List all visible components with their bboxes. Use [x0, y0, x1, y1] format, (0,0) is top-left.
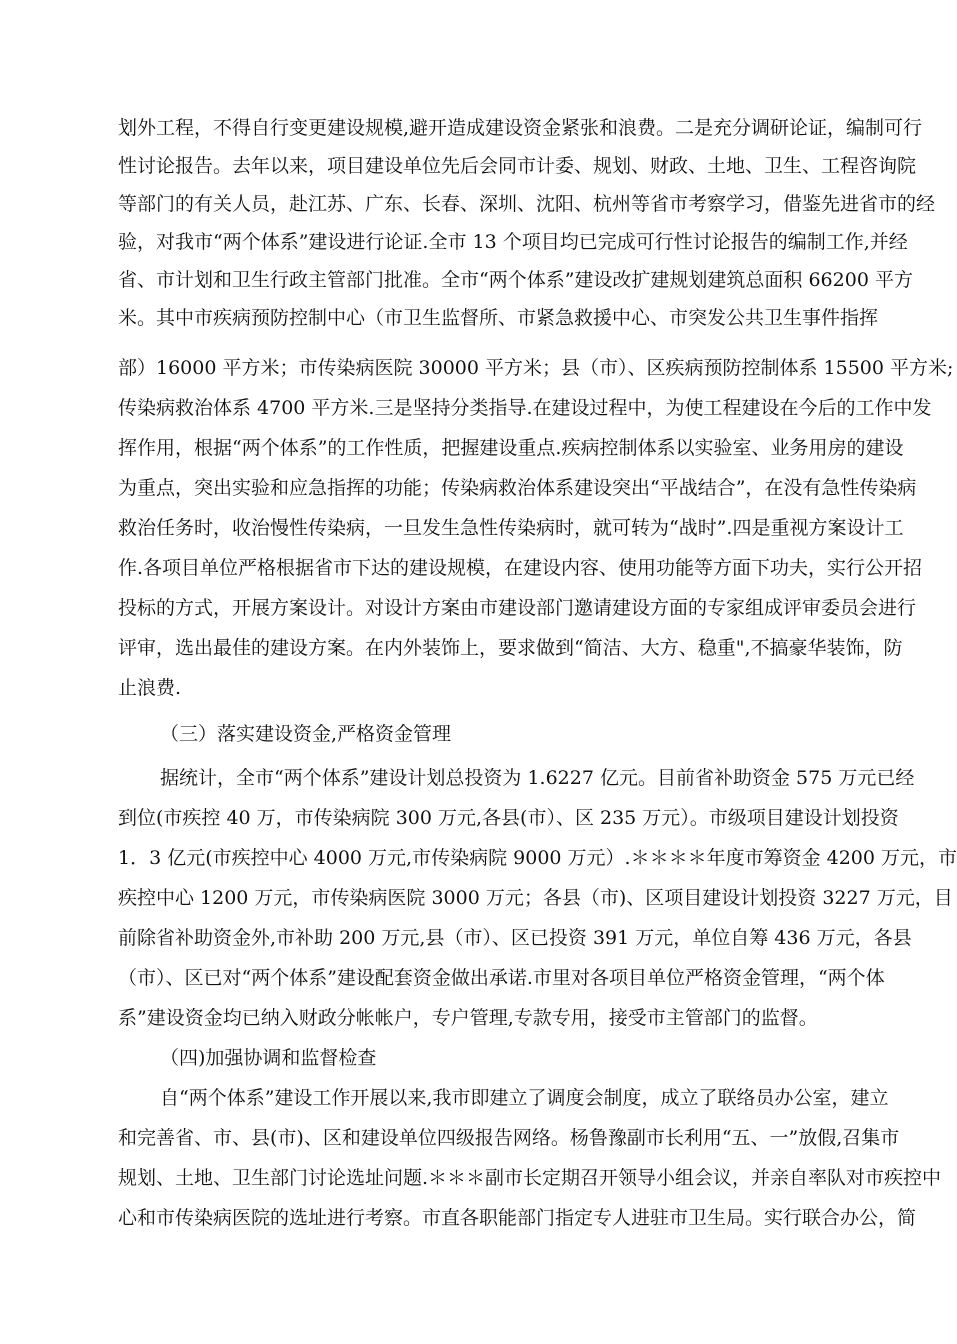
paragraph-line: 省、市计划和卫生行政主管部门批准。全市“两个体系”建设改扩建规划建筑总面积 66200 平方 [118, 269, 913, 291]
paragraph-line: 疾控中心 1200 万元，市传染病医院 3000 万元；各县（市)、区项目建设计划投资 3227 万元，目 [118, 887, 953, 909]
paragraph-line: 到位(市疾控 40 万，市传染病院 300 万元,各县(市）、区 235 万元）。市级项目建设计划投资 [118, 807, 899, 829]
paragraph-line: 部）16000 平方米；市传染病医院 30000 平方米；县（市）、区疾病预防控制体系 15500 平方米; [118, 357, 954, 379]
paragraph-line: 投标的方式，开展方案设计。对设计方案由市建设部门邀请建设方面的专家组成评审委员会进行 [118, 597, 917, 619]
paragraph-line: 止浪费. [118, 677, 182, 699]
paragraph-line: 据统计，全市“两个体系”建设计划总投资为 1.6227 亿元。目前省补助资金 575 万元已经 [160, 767, 915, 789]
paragraph-line: 作.各项目单位严格根据省市下达的建设规模，在建设内容、使用功能等方面下功夫，实行公开招 [118, 557, 923, 579]
section-heading: （四)加强协调和监督检查 [160, 1047, 377, 1069]
paragraph-line: 系”建设资金均已纳入财政分帐帐户，专户管理,专款专用，接受市主管部门的监督。 [118, 1007, 818, 1029]
paragraph-line: 规划、土地、卫生部门讨论选址问题.＊＊＊副市长定期召开领导小组会议，并亲自率队对市疾控中 [118, 1167, 942, 1189]
paragraph-line: 1．3 亿元(市疾控中心 4000 万元,市传染病院 9000 万元）.＊＊＊＊年度市筹资金 4200 万元，市 [118, 847, 957, 869]
paragraph-line: 前除省补助资金外,市补助 200 万元,县（市）、区已投资 391 万元，单位自筹 436 万元，各县 [118, 927, 912, 949]
paragraph-line: 挥作用，根据“两个体系”的工作性质，把握建设重点.疾病控制体系以实验室、业务用房的建设 [118, 437, 904, 459]
paragraph-line: 心和市传染病医院的选址进行考察。市直各职能部门指定专人进驻市卫生局。实行联合办公，简 [118, 1207, 917, 1229]
paragraph-line: 自“两个体系”建设工作开展以来,我市即建立了调度会制度，成立了联络员办公室，建立 [160, 1087, 889, 1109]
paragraph-line: 划外工程，不得自行变更建设规模,避开造成建设资金紧张和浪费。二是充分调研论证，编制可行 [118, 117, 923, 139]
paragraph-line: 为重点，突出实验和应急指挥的功能；传染病救治体系建设突出“平战结合”，在没有急性传染病 [118, 477, 917, 499]
paragraph-line: 评审，选出最佳的建设方案。在内外装饰上，要求做到“简洁、大方、稳重",不搞豪华装饰，防 [118, 637, 903, 659]
paragraph-line: 和完善省、市、县(市)、区和建设单位四级报告网络。杨鲁豫副市长利用“五、一”放假,召集市 [118, 1127, 900, 1149]
paragraph-line: 等部门的有关人员，赴江苏、广东、长春、深圳、沈阳、杭州等省市考察学习，借鉴先进省市的经 [118, 193, 936, 215]
paragraph-line: 传染病救治体系 4700 平方米.三是坚持分类指导.在建设过程中，为使工程建设在今后的工作中发 [118, 397, 932, 419]
section-heading: （三）落实建设资金,严格资金管理 [160, 723, 452, 745]
paragraph-line: 性讨论报告。去年以来，项目建设单位先后会同市计委、规划、财政、土地、卫生、工程咨询院 [118, 155, 917, 177]
paragraph-line: 验，对我市“两个体系”建设进行论证.全市 13 个项目均已完成可行性讨论报告的编制工作,并经 [118, 231, 908, 253]
paragraph-line: （市）、区已对“两个体系”建设配套资金做出承诺.市里对各项目单位严格资金管理，“两个体 [118, 967, 885, 989]
paragraph-line: 米。其中市疾病预防控制中心（市卫生监督所、市紧急救援中心、市突发公共卫生事件指挥 [118, 307, 879, 329]
paragraph-line: 救治任务时，收治慢性传染病，一旦发生急性传染病时，就可转为“战时”.四是重视方案设计工 [118, 517, 904, 539]
